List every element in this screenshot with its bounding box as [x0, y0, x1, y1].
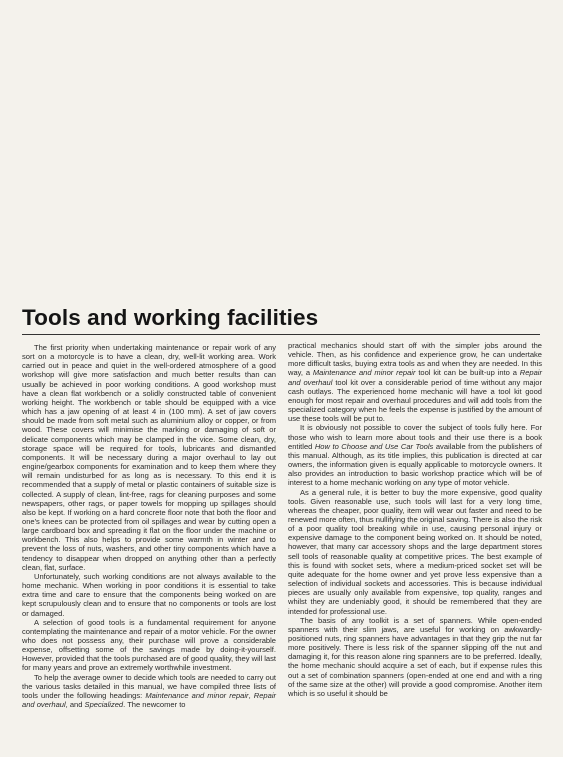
paragraph: [22, 618, 276, 673]
left-column: [22, 343, 276, 709]
text-run: tool kit can be built-up into a: [415, 368, 520, 378]
text-run: , and: [65, 700, 85, 710]
italic-text: How to Choose and Use Car Tools: [314, 441, 434, 451]
text-run: It is obviously not possible to cover the subject of tools fully here. For those who wish to learn more about tools and their use there is a book entitled: [288, 423, 542, 451]
paragraph: [22, 572, 276, 618]
text-run: ,: [248, 690, 254, 700]
paragraph: [288, 341, 542, 423]
italic-text: Maintenance and minor repair: [312, 368, 416, 378]
paragraph: [22, 673, 276, 710]
italic-text: Repair and overhaul: [22, 690, 277, 710]
text-run: As a general rule, it is better to buy the more expensive, good quality tools. Given reasonable use, such tools will last for a very long time, whereas the cheaper, poor quality, item will wear out faster and need to be renewed more often, thus nullifying the original saving. There is also the risk of a poor quality tool breaking while in use, causing personal injury or expensive damage to the component being worked on. It should be noted, however, that many car accessory shops and the large department stores sell tools of reasonable quality at competitive prices. The best example of this is found with socket sets, where a medium-priced socket set will be quite adequate for the home owner and yet prove less expensive than a selection of individual sockets and accessories. This is because individual pieces are usually only available from expensive, top quality, ranges and whilst they are undeniably good, it should be remembered that they are intended for professional use.: [288, 487, 542, 616]
paragraph: [288, 616, 542, 698]
text-run: A selection of good tools is a fundamental requirement for anyone contemplating the maintenance and repair of a motor vehicle. For the owner who does not possess any, their purchase will prove a considerable expense, offsetting some of the savings made by doing-it-yourself. However, provided that the tools purchased are of good quality, they will last for many years and prove an extremely worthwhile investment.: [22, 617, 276, 673]
title-rule: [22, 334, 540, 335]
text-run: available from the publishers of this manual. Although, as its title implies, this publication is directed at car owners, the information given is equally applicable to motorcycle owners. It also provides an introduction to basic workshop practice which will be of interest to a home mechanic working on any type of motor vehicle.: [288, 441, 542, 488]
text-run: practical mechanics should start off with the simpler jobs around the vehicle. Then, as his confidence and experience grow, he can undertake more difficult tasks, buying extra tools as and when they are needed. In this way, a: [288, 341, 542, 378]
right-column: [288, 341, 542, 698]
text-run: Unfortunately, such working conditions are not always available to the home mechanic. When working in poor conditions it is essential to take extra time and care to ensure that the components being worked on are kept scrupulously clean and to ensure that no components or tools are lost or damaged.: [22, 571, 276, 618]
text-run: To help the average owner to decide which tools are needed to carry out the various tasks detailed in this manual, we have compiled three lists of tools under the following headings:: [22, 672, 276, 700]
text-run: tool kit over a considerable period of time without any major cash outlays. The experienced home mechanic will have a tool kit good enough for most repair and overhaul procedures and will add tools from the specialized category when he feels the expense is justified by the amount of use these tools will be put to.: [288, 377, 543, 424]
italic-text: Maintenance and minor repair: [145, 690, 249, 700]
text-run: The basis of any toolkit is a set of spanners. While open-ended spanners with their slim jaws, are useful for working on awkwardly-positioned nuts, ring spanners have advantages in that they grip the nut far more positively. There is less risk of the spanner slipping off the nut and damaging it, for this reason alone ring spanners are to be preferred. Ideally, the home mechanic should acquire a set of each, but if expense rules this out a set of combination spanners (open-ended at one end and with a ring of the same size at the other) will provide a good compromise. Another item which is so useful it should be: [288, 615, 542, 698]
page-title: Tools and working facilities: [22, 305, 319, 330]
paragraph: [288, 423, 542, 487]
text-run: . The newcomer to: [123, 700, 186, 710]
text-run: The first priority when undertaking maintenance or repair work of any sort on a motorcycle is to have a clean, dry, well-lit working area. Work carried out in peace and quiet in the well-ordered atmosphere of a good workshop will give more satisfaction and much better results than can usually be achieved in poor working conditions. A good workshop must have a clean flat workbench or a solidly constructed table of convenient working height. The workbench or table should be equipped with a vice which has a jaw opening of at least 4 in (100 mm). A set of jaw covers should be made from soft metal such as aluminium alloy or copper, or from wood. These covers will minimise the marking or damaging of soft or delicate components which may be clamped in the vice. Some clean, dry, storage space will be required for tools, lubricants and dismantled components. It will be necessary during a major overhaul to lay out engine/gearbox components for examination and to keep them where they will remain undisturbed for as long as is necessary. To this end it is recommended that a supply of metal or plastic containers of suitable size is collected. A supply of clean, lint-free, rags for cleaning purposes and some newspapers, other rags, or paper towels for mopping up spillages should also be kept. If working on a hard concrete floor note that both the floor and one's knees can be protected from oil spillages and wear by cutting open a large cardboard box and spreading it flat on the floor under the machine or workbench. This also helps to provide some warmth in winter and to prevent the loss of nuts, washers, and other tiny components which have a tendency to disappear when dropped on anything other than a perfectly clean, flat, surface.: [22, 343, 276, 572]
paragraph: [288, 488, 542, 616]
italic-text: Repair and overhaul: [288, 368, 542, 387]
italic-text: Specialized: [84, 700, 124, 710]
paragraph: [22, 343, 276, 572]
